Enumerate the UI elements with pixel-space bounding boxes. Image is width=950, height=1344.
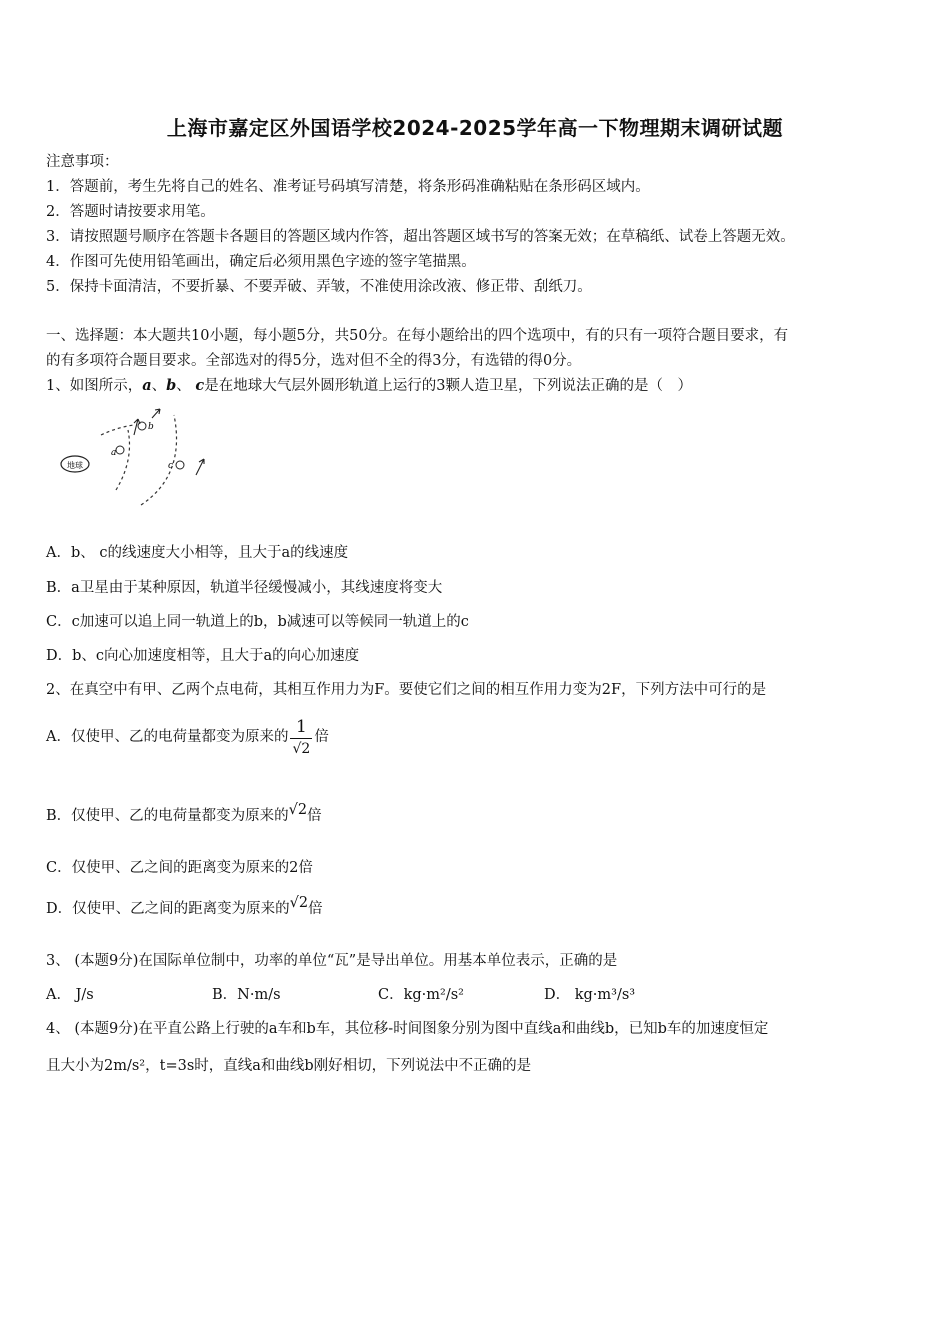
q2-option-b-suffix: 倍 <box>307 808 322 824</box>
sqrt-expression: √2 <box>289 895 309 911</box>
q1-sep: 、 <box>176 378 191 394</box>
notice-item: 3．请按照题号顺序在答题卡各题目的答题区域内作答，超出答题区域书写的答案无效；在草稿纸、试卷上答题无效。 <box>46 229 795 245</box>
section-intro-line1: 一、选择题：本大题共10小题，每小题5分，共50分。在每小题给出的四个选项中，有的只有一项符合题目要求，有 <box>46 328 789 344</box>
q2-option-b <box>46 802 322 826</box>
notice-item: 5．保持卡面清洁，不要折暴、不要弄破、弄皱，不准使用涂改液、修正带、刮纸刀。 <box>46 279 592 295</box>
q1-var-c: c <box>195 377 205 394</box>
earth-label: 地球 <box>67 461 83 470</box>
outer-orbit <box>141 415 177 505</box>
question-4-line1: 4、 (本题9分)在平直公路上行驶的a车和b车，其位移-时间图象分别为图中直线a和曲线b，已知b车的加速度恒定 <box>46 1021 769 1037</box>
q1-option-c: C．c加速可以追上同一轨道上的b，b减速可以等候同一轨道上的c <box>46 614 469 630</box>
middle-orbit <box>116 430 130 490</box>
question-4-line2: 且大小为2m/s²，t=3s时，直线a和曲线b刚好相切，下列说法中不正确的是 <box>46 1058 532 1074</box>
arrow-icon <box>134 419 140 435</box>
section-intro-line2: 的有多项符合题目要求。全部选对的得5分，选对但不全的得3分，有选错的得0分。 <box>46 353 582 369</box>
satellite-a <box>116 446 124 454</box>
satellite-c <box>176 461 184 469</box>
q1-var-a: a <box>142 377 152 394</box>
q2-option-b-text: B．仅使甲、乙的电荷量都变为原来的 <box>46 808 289 824</box>
question-2-stem: 2、在真空中有甲、乙两个点电荷，其相互作用力为F。要使它们之间的相互作用力变为2F，下列方法中可行的是 <box>46 682 767 698</box>
question-3-stem: 3、 (本题9分)在国际单位制中，功率的单位“瓦”是导出单位。用基本单位表示，正确的是 <box>46 953 618 969</box>
q1-sep: 、 <box>151 378 167 394</box>
q3-options <box>46 985 710 1005</box>
q3-option-c: C．kg·m²/s² <box>378 987 464 1003</box>
page-title: 上海市嘉定区外国语学校2024-2025学年高一下物理期末调研试题 <box>166 116 784 140</box>
notice-heading: 注意事项： <box>46 154 119 170</box>
satellite-b-label: b <box>148 422 154 432</box>
q2-option-a <box>46 715 329 759</box>
q3-option-a: A． J/s <box>46 987 94 1003</box>
q1-stem-pre: 1、如图所示， <box>46 378 143 394</box>
q2-option-d-text: D．仅使甲、乙之间的距离变为原来的 <box>46 901 290 917</box>
fraction-denominator: √2 <box>290 738 312 759</box>
q2-option-d-suffix: 倍 <box>308 901 323 917</box>
fraction-numerator: 1 <box>295 716 307 737</box>
notice-item: 2．答题时请按要求用笔。 <box>46 204 215 220</box>
fraction <box>290 716 312 759</box>
notice-item: 1．答题前，考生先将自己的姓名、准考证号码填写清楚，将条形码准确粘贴在条形码区域内。 <box>46 179 650 195</box>
question-1-stem <box>46 376 692 396</box>
notice-item: 4．作图可先使用铅笔画出，确定后必须用黑色字迹的签字笔描黑。 <box>46 254 476 270</box>
q2-option-d <box>46 895 323 919</box>
q2-option-a-text: A．仅使甲、乙的电荷量都变为原来的 <box>46 729 289 745</box>
q1-option-d: D．b、c向心加速度相等，且大于a的向心加速度 <box>46 648 360 664</box>
arrow-icon <box>152 409 160 418</box>
q3-option-b: B．N·m/s <box>212 987 281 1003</box>
q2-option-c: C．仅使甲、乙之间的距离变为原来的2倍 <box>46 860 313 876</box>
inner-orbit <box>101 425 134 435</box>
q1-option-a: A．b、 c的线速度大小相等，且大于a的线速度 <box>46 545 349 561</box>
satellite-a-label: a <box>111 448 117 458</box>
arrow-icon <box>196 459 204 475</box>
satellite-c-label: c <box>168 461 174 471</box>
q1-var-b: b <box>166 377 177 394</box>
sqrt-expression: √2 <box>288 802 308 818</box>
q3-option-d: D． kg·m³/s³ <box>544 987 636 1003</box>
satellite-orbit-figure <box>56 405 226 515</box>
q1-stem-post: 是在地球大气层外圆形轨道上运行的3颗人造卫星，下列说法正确的是（ ） <box>204 378 692 394</box>
q1-option-b: B．a卫星由于某种原因，轨道半径缓慢减小，其线速度将变大 <box>46 580 443 596</box>
q2-option-a-suffix: 倍 <box>314 729 329 745</box>
